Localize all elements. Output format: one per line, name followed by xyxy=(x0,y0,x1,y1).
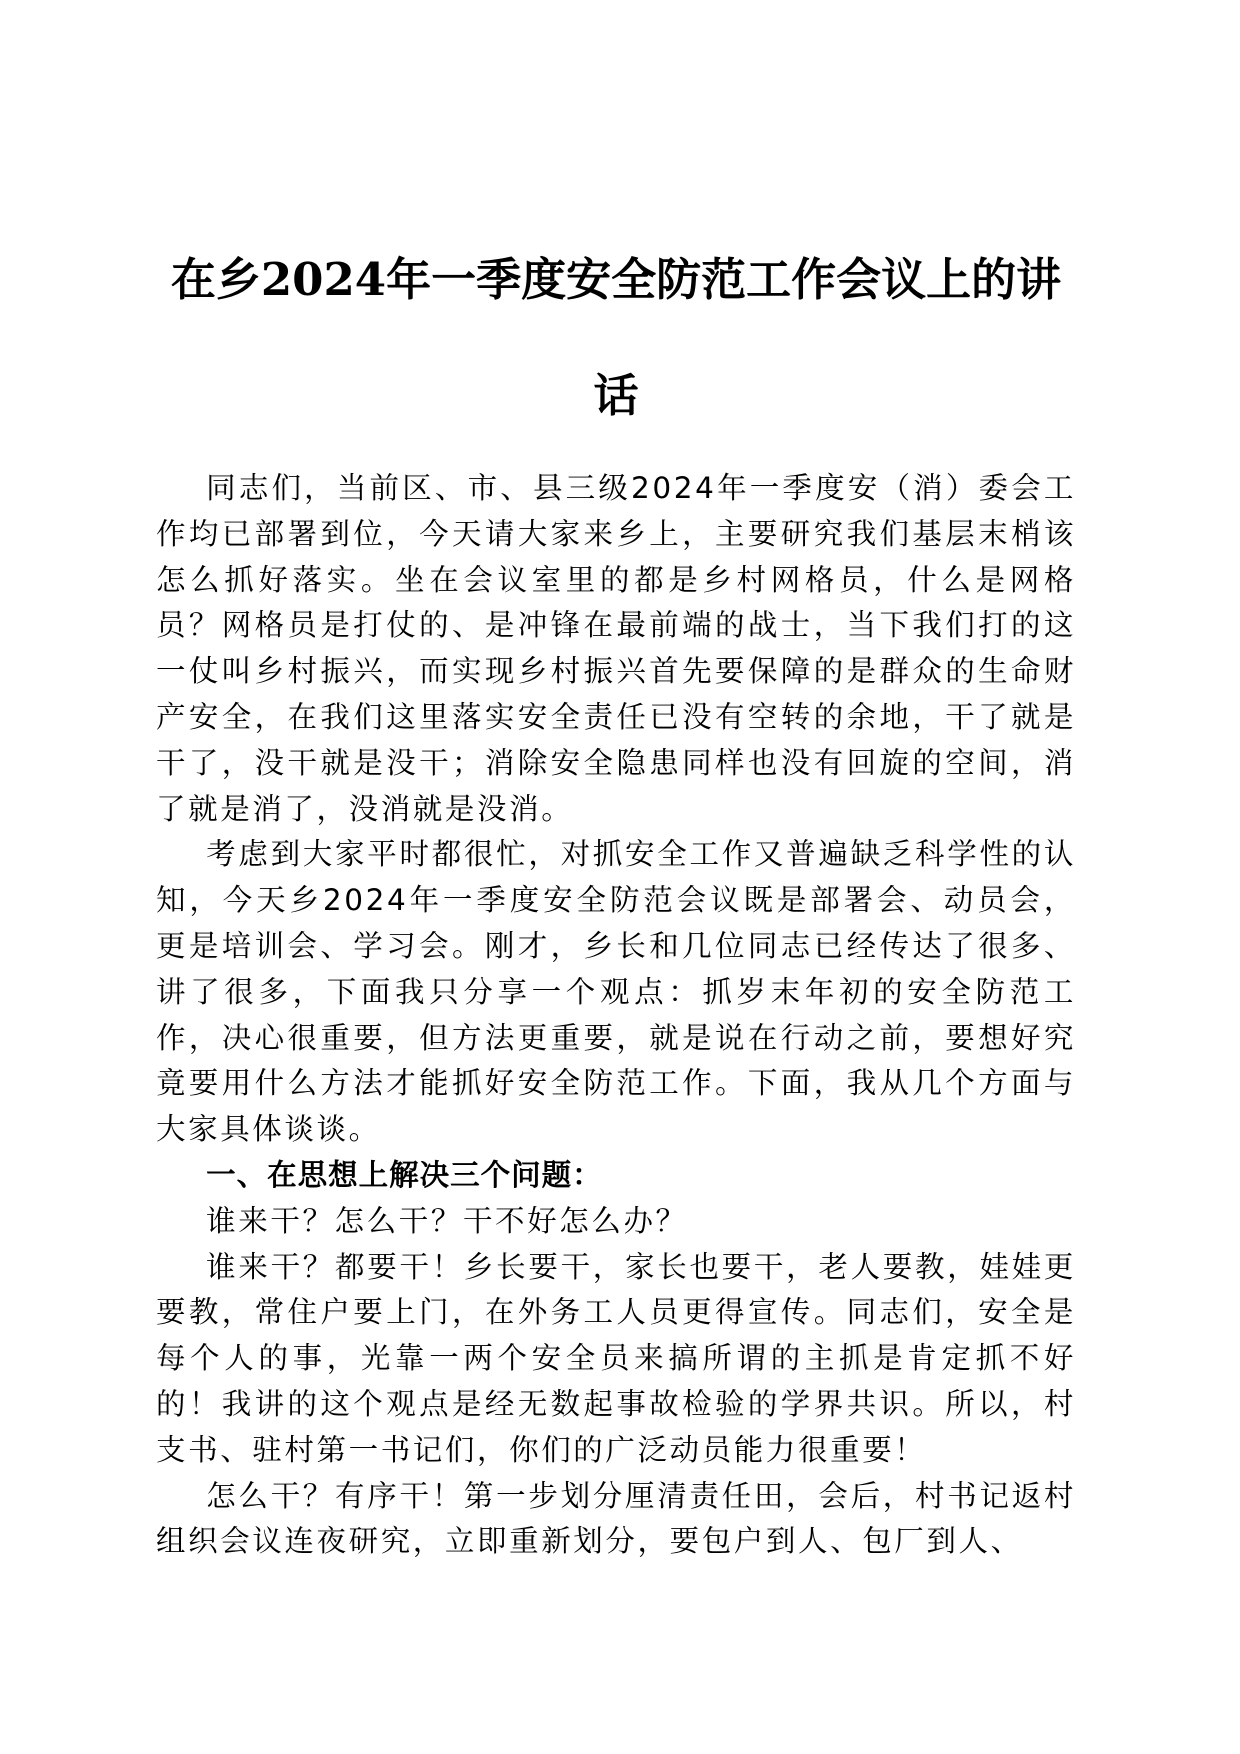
paragraph-1: 同志们，当前区、市、县三级2024年一季度安（消）委会工作均已部署到位，今天请大家来乡上，主要研究我们基层末梢该怎么抓好落实。坐在会议室里的都是乡村网格员，什么是网格员？网格员是打仗的、是冲锋在最前端的战士，当下我们打的这一仗叫乡村振兴，而实现乡村振兴首先要保障的是群众的生命财产安全，在我们这里落实安全责任已没有空转的余地，干了就是干了，没干就是没干；消除安全隐患同样也没有回旋的空间，消了就是消了，没消就是没消。 xyxy=(156,471,1076,826)
document-title: 在乡2024年一季度安全防范工作会议上的讲话 xyxy=(170,253,1062,422)
document-body xyxy=(156,466,1076,1565)
paragraph-3: 谁来干？怎么干？干不好怎么办？ xyxy=(206,1203,688,1238)
document-page xyxy=(156,0,1076,1754)
section-heading-1: 一、在思想上解决三个问题： xyxy=(206,1157,603,1192)
paragraph-5: 怎么干？有序干！第一步划分厘清责任田，会后，村书记返村组织会议连夜研究，立即重新划分，要包户到人、包厂到人、 xyxy=(156,1478,1076,1559)
paragraph-2: 考虑到大家平时都很忙，对抓安全工作又普遍缺乏科学性的认知，今天乡2024年一季度安全防范会议既是部署会、动员会，更是培训会、学习会。刚才，乡长和几位同志已经传达了很多、讲了很多，下面我只分享一个观点：抓岁末年初的安全防范工作，决心很重要，但方法更重要，就是说在行动之前，要想好究竟要用什么方法才能抓好安全防范工作。下面，我从几个方面与大家具体谈谈。 xyxy=(156,837,1076,1147)
paragraph-4: 谁来干？都要干！乡长要干，家长也要干，老人要教，娃娃更要教，常住户要上门，在外务工人员更得宣传。同志们，安全是每个人的事，光靠一两个安全员来搞所谓的主抓是肯定抓不好的！我讲的这个观点是经无数起事故检验的学界共识。所以，村支书、驻村第一书记们，你们的广泛动员能力很重要！ xyxy=(156,1249,1076,1467)
